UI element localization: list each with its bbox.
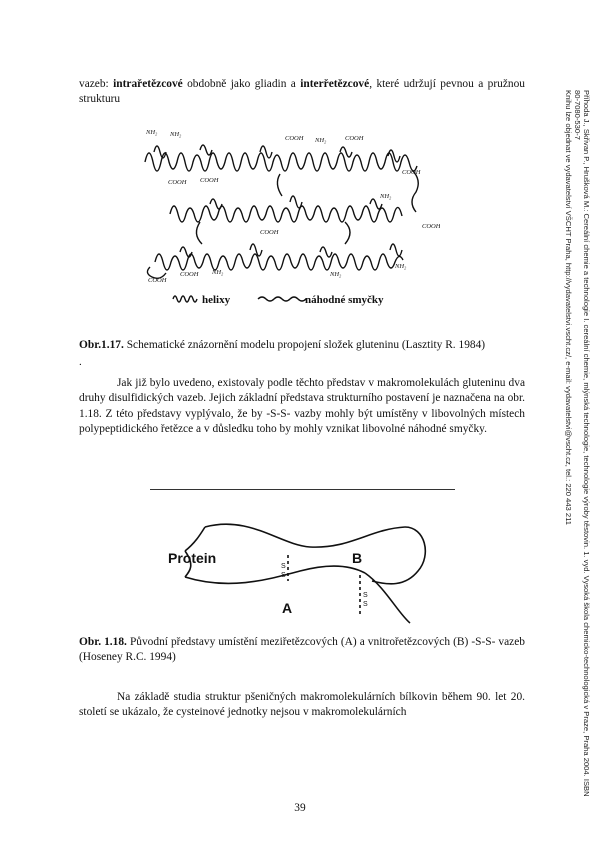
nh2-label: NH₂ [212, 269, 224, 276]
nh2-label: NH₂ [380, 193, 392, 200]
nh2-label: NH₂ [330, 271, 342, 278]
intro-text-b: obdobně jako gliadin a [182, 78, 301, 90]
cooh-label: COOH [345, 135, 364, 142]
caption-text: Původní představy umístění meziřetězcových (A) a vnitrořetězcových (B) -S-S- vazeb (Hoseney R.C. 1994) [79, 636, 525, 664]
intro-text-a: vazeb: [79, 78, 114, 90]
divider-line [150, 489, 455, 490]
intro-text-c: , které udržují pevnou a pružnou strukturu [79, 78, 525, 106]
nh2-label: NH₂ [395, 263, 407, 270]
intro-bold-intrachain: intrařetězcové [113, 78, 183, 90]
sulfur-label: S [281, 572, 286, 579]
label-b: B [352, 550, 363, 566]
cooh-label: COOH [422, 223, 440, 230]
caption-label: Obr. 1.18. [79, 636, 127, 648]
stray-mark: . [79, 356, 82, 368]
glutenin-model-figure [140, 122, 440, 312]
nh2-label: NH₂ [146, 129, 158, 136]
nh2-label: NH₂ [315, 137, 327, 144]
cooh-label: COOH [402, 169, 421, 176]
side-citation-line-3: Knihu lze objednat ve vydavatelství VŠCHT Praha, http://vydavatelstvi.vscht.cz/, e-mail: vydavatelstvi@vscht.cz, tel.: 220 443 211 [564, 90, 573, 525]
legend-helix-label: helixy [202, 294, 231, 306]
cooh-label: COOH [260, 229, 279, 236]
side-citation-line-2: 80-7080-530-7 [573, 90, 582, 140]
cooh-label: COOH [168, 179, 187, 186]
nh2-label: NH₂ [170, 131, 182, 138]
cooh-label: COOH [148, 277, 167, 284]
sulfur-label: S [363, 601, 368, 608]
legend-coil-label: náhodné smyčky [305, 294, 384, 306]
protein-label: Protein [168, 550, 217, 566]
side-citation-line-1: Příhoda J., Skřivan P., Hrušková M.: Cereální chemie a technologie I. cereální chemie, mlýnská technologie, technologie výroby těstovin. 1. vyd. Vysoká škola chemicko-technologická v Praze, Praha 2004. ISBN [582, 90, 591, 797]
sulfur-label: S [363, 592, 368, 599]
sulfur-label: S [281, 563, 286, 570]
figure-caption-1-17 [79, 338, 525, 353]
caption-text: Schematické znázornění modelu propojení složek gluteninu (Lasztity R. 1984) [123, 339, 486, 351]
cooh-label: COOH [285, 135, 304, 142]
intro-bold-interchain: interřetězcové [300, 78, 370, 90]
cooh-label: COOH [200, 177, 219, 184]
page-number: 39 [294, 802, 306, 814]
disulfide-bonds-figure [160, 515, 440, 635]
label-a: A [282, 600, 293, 616]
body-paragraph-1: Jak již bylo uvedeno, existovaly podle těchto představ v makromolekulách gluteninu dva druhy disulfidických vazeb. Jejich základní představa strukturního postavení je naznačena na obr. 1.18. Z této představy vyplývalo, že by -S-S- vazby mohly být umístěny v libovolných místech polypeptidického řetězce a v důsledku toho by mohly vznikat libovolné náhodné smyčky. [79, 377, 525, 436]
body-paragraph-2: Na základě studia struktur pšeničných makromolekulárních bílkovin během 90. let 20. století se ukázalo, že cysteinové jednotky nejsou v makromolekulárních [79, 691, 525, 719]
cooh-label: COOH [180, 271, 199, 278]
figure-caption-1-18 [79, 635, 525, 666]
caption-label: Obr.1.17. [79, 339, 124, 351]
intro-paragraph [79, 77, 525, 108]
